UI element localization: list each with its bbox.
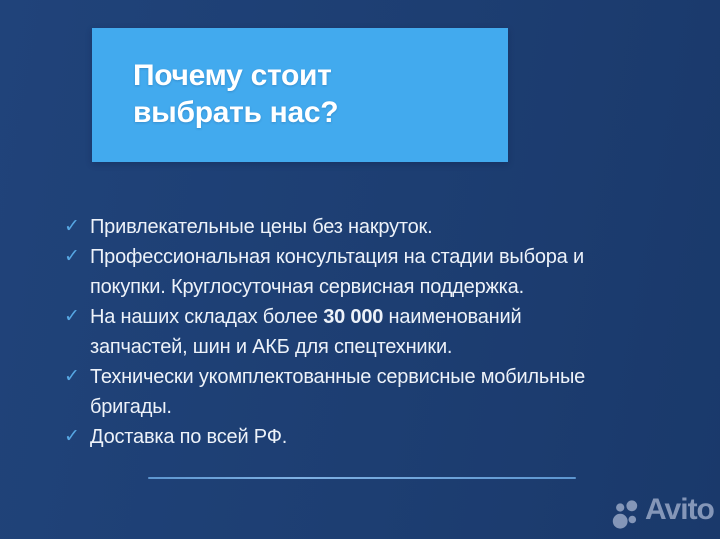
check-icon: ✓ <box>64 246 80 267</box>
check-icon: ✓ <box>64 366 80 387</box>
divider-line <box>148 477 576 479</box>
list-item <box>64 212 680 242</box>
check-icon: ✓ <box>64 306 80 327</box>
list-item <box>64 242 680 302</box>
check-icon: ✓ <box>64 216 80 237</box>
check-icon: ✓ <box>64 426 80 447</box>
avito-logomark-icon <box>611 498 641 529</box>
page-title <box>92 28 508 131</box>
list-item-text: Доставка по всей РФ. <box>90 426 288 448</box>
avito-wordmark: Avito <box>645 493 714 526</box>
page-title-line1: Почему стоит <box>133 59 332 92</box>
list-item-text: На наших складах более 30 000 наименований запчастей, шин и АКБ для спецтехники. <box>90 306 522 358</box>
page-title-line2: выбрать нас? <box>133 96 339 129</box>
list-item-text: Технически укомплектованные сервисные мобильные бригады. <box>90 366 586 418</box>
list-item-text: Привлекательные цены без накруток. <box>90 216 433 238</box>
list-item <box>64 302 680 362</box>
list-item <box>64 422 680 452</box>
list-item <box>64 362 680 422</box>
benefits-list <box>64 212 680 452</box>
list-item-text: Профессиональная консультация на стадии выбора и покупки. Круглосуточная сервисная поддержка. <box>90 246 584 298</box>
avito-logo <box>611 493 714 529</box>
header-box <box>92 28 508 162</box>
